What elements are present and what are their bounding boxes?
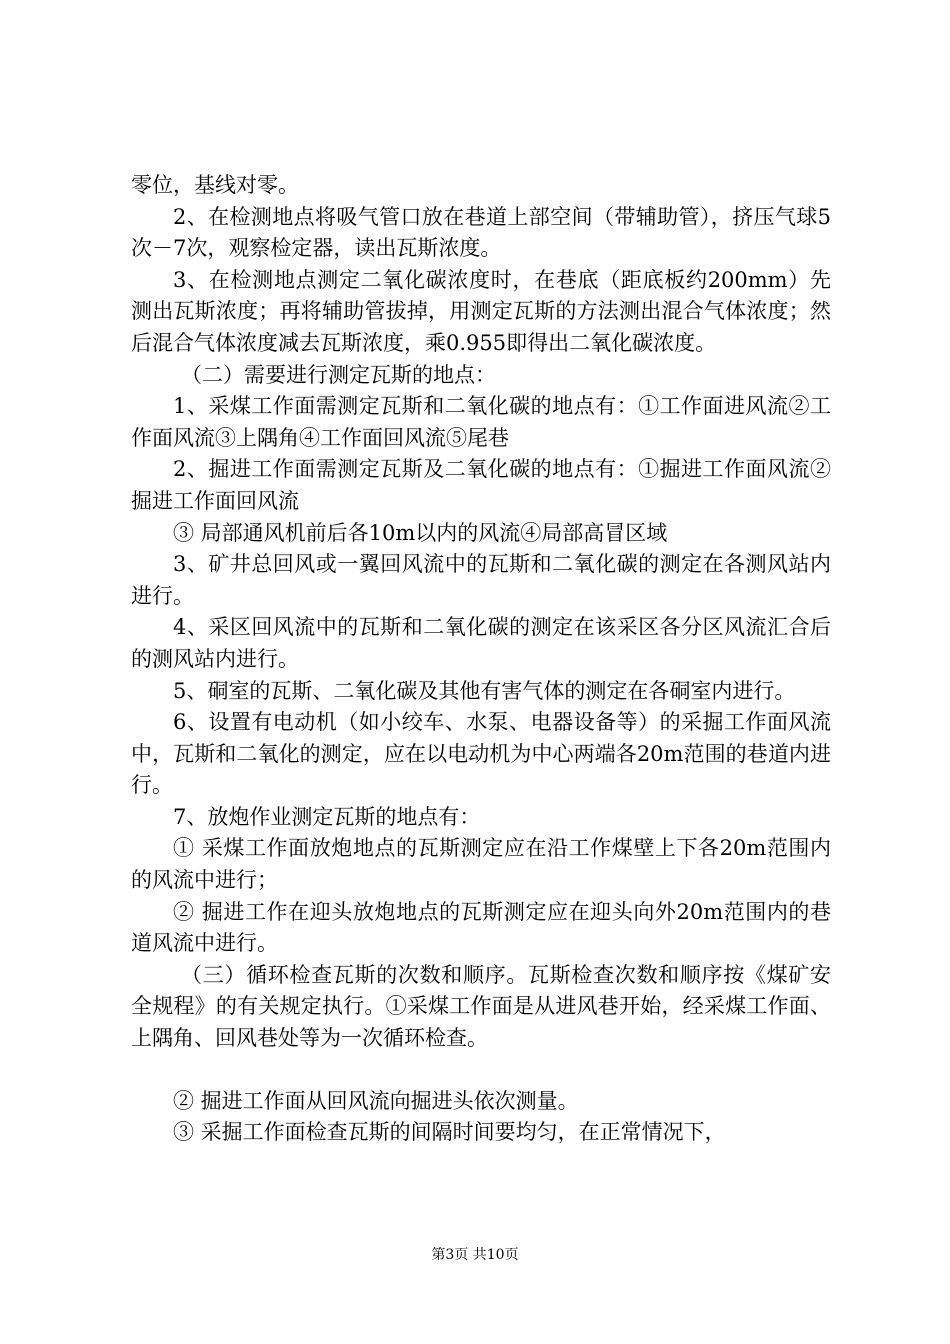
paragraph: 3、矿井总回风或一翼回风流中的瓦斯和二氧化碳的测定在各测风站内进行。 xyxy=(131,552,831,608)
paragraph: 6、设置有电动机（如小绞车、水泵、电器设备等）的采掘工作面风流中，瓦斯和二氧化的测定，应在以电动机为中心两端各20m范围的巷道内进行。 xyxy=(131,710,831,798)
paragraph: 3、在检测地点测定二氧化碳浓度时，在巷底（距底板约200mm）先测出瓦斯浓度；再将辅助管拔掉，用测定瓦斯的方法测出混合气体浓度；然后混合气体浓度减去瓦斯浓度，乘0.955即得出二氧化碳浓度。 xyxy=(131,267,831,355)
paragraph: 1、采煤工作面需测定瓦斯和二氧化碳的地点有：①工作面进风流②工作面风流③上隅角④工作面回风流⑤尾巷 xyxy=(131,394,831,450)
paragraph: 7、放炮作业测定瓦斯的地点有： xyxy=(173,804,481,829)
paragraph: 2、在检测地点将吸气管口放在巷道上部空间（带辅助管），挤压气球5次－7次，观察检定器，读出瓦斯浓度。 xyxy=(131,204,831,261)
page-footer: 第3页 共10页 xyxy=(431,1247,519,1263)
paragraph: ③ 局部通风机前后各10m以内的风流④局部高冒区域 xyxy=(173,520,668,545)
paragraph: 4、采区回风流中的瓦斯和二氧化碳的测定在该采区各分区风流汇合后的测风站内进行。 xyxy=(131,615,831,671)
paragraph: ① 采煤工作面放炮地点的瓦斯测定应在沿工作煤壁上下各20m范围内的风流中进行； xyxy=(131,836,831,893)
paragraph: 2、掘进工作面需测定瓦斯及二氧化碳的地点有：①掘进工作面风流②掘进工作面回风流 xyxy=(131,457,831,513)
document-body xyxy=(131,170,831,1149)
paragraph: 零位，基线对零。 xyxy=(131,173,299,197)
section-heading: （三）循环检查瓦斯的次数和顺序。瓦斯检查次数和顺序按《煤矿安全规程》的有关规定执行。①采煤工作面是从进风巷开始，经采煤工作面、上隅角、回风巷处等为一次循环检查。 xyxy=(131,962,831,1051)
paragraph: ③ 采掘工作面检查瓦斯的间隔时间要均匀，在正常情况下， xyxy=(173,1120,726,1145)
paragraph: ② 掘进工作在迎头放炮地点的瓦斯测定应在迎头向外20m范围内的巷道风流中进行。 xyxy=(131,899,831,956)
section-heading: （二）需要进行测定瓦斯的地点： xyxy=(181,362,496,387)
paragraph: ② 掘进工作面从回风流向掘进头依次测量。 xyxy=(173,1088,579,1113)
paragraph: 5、硐室的瓦斯、二氧化碳及其他有害气体的测定在各硐室内进行。 xyxy=(173,678,796,703)
